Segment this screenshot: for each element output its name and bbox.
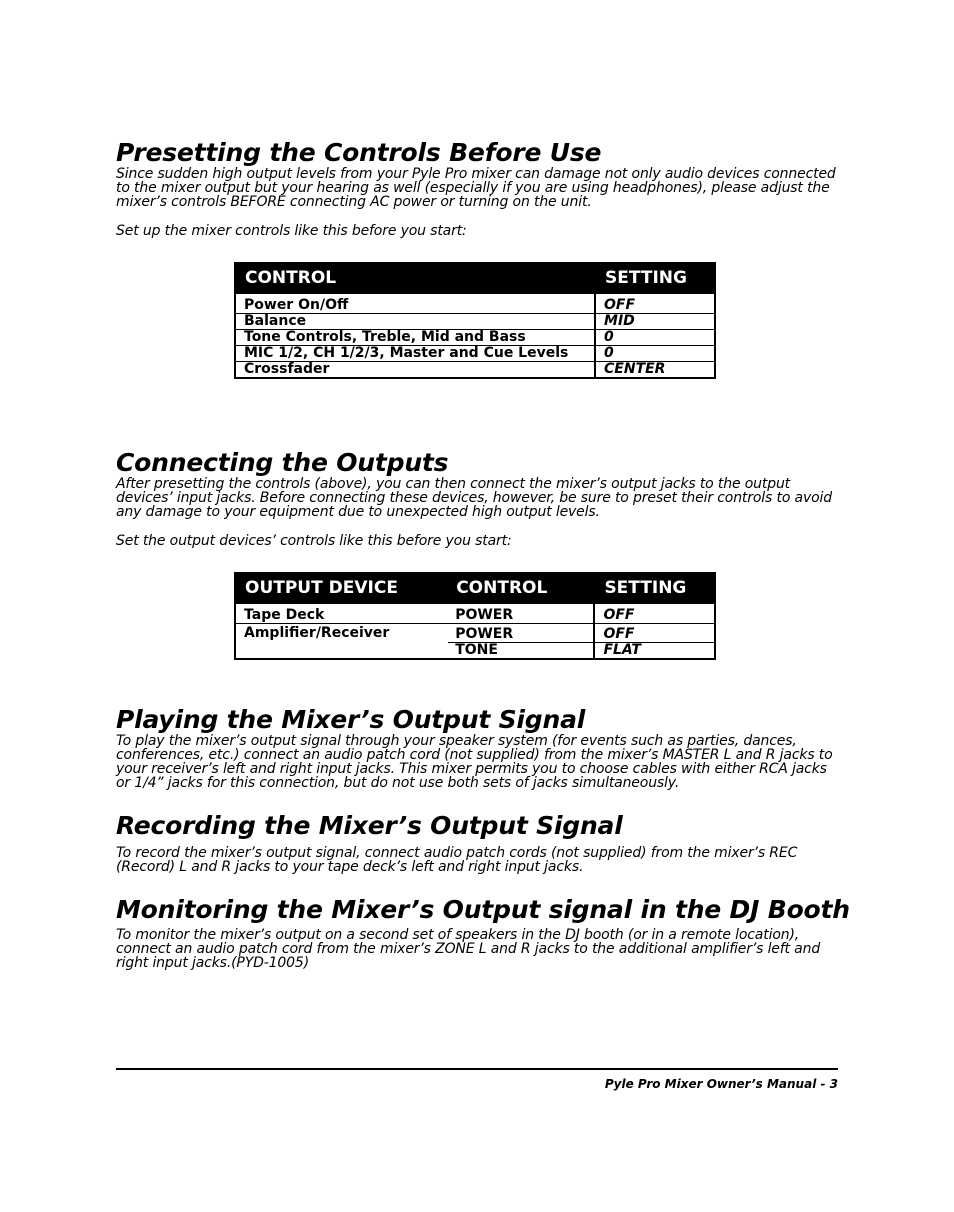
table-header: CONTROL [448, 573, 594, 603]
section-paragraph: Set the output devices’ controls like this before you start: [116, 533, 512, 549]
section-title: Monitoring the Mixer’s Output signal in the DJ Booth [116, 895, 850, 924]
table-cell: OFF [594, 608, 715, 624]
table-row [235, 314, 715, 330]
section-monitoring-output [116, 895, 850, 971]
table-cell: CENTER [595, 362, 715, 379]
table-cell: Crossfader [235, 362, 595, 379]
section-paragraph: To play the mixer’s output signal through your speaker system (for events such as parties, dances, conferences, etc.) connect an audio patch cord (not supplied) from the mixer’s MASTER L and R jacks to your receiver’s left and right input jacks. This mixer permits you to choose cables with either RCA jacks or 1/4” jacks for this connection, but do not use both sets of jacks simultaneously. [116, 733, 833, 791]
footer-rule [116, 1068, 838, 1070]
table-cell: POWER [448, 608, 594, 624]
table-cell: Tape Deck [235, 608, 448, 624]
outputs-table [234, 572, 716, 660]
section-title: Connecting the Outputs [116, 448, 449, 477]
table-cell: Power On/Off [235, 298, 595, 314]
table-cell: 0 [595, 346, 715, 362]
table-cell: Balance [235, 314, 595, 330]
table-cell [235, 643, 448, 660]
section-title: Playing the Mixer’s Output Signal [116, 705, 586, 734]
section-paragraph: Since sudden high output levels from your Pyle Pro mixer can damage not only audio devices connected to the mixer output but your hearing as well (especially if you are using headphones), please adjust the mixer’s controls BEFORE connecting AC power or turning on the unit. [116, 166, 836, 210]
table-row [235, 624, 715, 643]
table-row [235, 298, 715, 314]
table-header: SETTING [595, 263, 715, 293]
table-cell: POWER [448, 624, 594, 643]
table-header: CONTROL [235, 263, 595, 293]
section-title: Presetting the Controls Before Use [116, 138, 602, 167]
section-presetting [116, 138, 838, 238]
table-cell: Tone Controls, Treble, Mid and Bass [235, 330, 595, 346]
section-paragraph: After presetting the controls (above), you can then connect the mixer’s output jacks to the output devices’ input jacks. Before connecting these devices, however, be sure to preset their controls to avoid any damage to your equipment due to unexpected high output levels. [116, 476, 832, 520]
section-title: Recording the Mixer’s Output Signal [116, 811, 623, 840]
section-playing-output [116, 705, 838, 790]
table-cell: FLAT [594, 643, 715, 660]
table-cell: MIC 1/2, CH 1/2/3, Master and Cue Levels [235, 346, 595, 362]
section-paragraph: To monitor the mixer’s output on a second set of speakers in the DJ booth (or in a remote location), connect an audio patch cord from the mixer’s ZONE L and R jacks to the additional amplifier’s left and right input jacks.(PYD-1005) [116, 927, 821, 971]
table-header: SETTING [594, 573, 715, 603]
page-footer: Pyle Pro Mixer Owner’s Manual - 3 [604, 1077, 838, 1091]
table-cell: 0 [595, 330, 715, 346]
table-cell: OFF [594, 624, 715, 643]
table-row [235, 330, 715, 346]
table-row [235, 608, 715, 624]
table-row [235, 643, 715, 660]
table-cell: MID [595, 314, 715, 330]
section-connecting-outputs [116, 448, 838, 548]
section-recording-output [116, 811, 838, 874]
table-row [235, 346, 715, 362]
table-cell: OFF [595, 298, 715, 314]
table-cell: TONE [448, 643, 594, 660]
table-cell: Amplifier/Receiver [235, 624, 448, 643]
table-header: OUTPUT DEVICE [235, 573, 448, 603]
section-paragraph: Set up the mixer controls like this before you start: [116, 223, 467, 239]
section-paragraph: To record the mixer’s output signal, connect audio patch cords (not supplied) from the mixer’s REC (Record) L and R jacks to your tape deck’s left and right input jacks. [116, 845, 798, 875]
table-row [235, 362, 715, 379]
controls-table [234, 262, 716, 379]
